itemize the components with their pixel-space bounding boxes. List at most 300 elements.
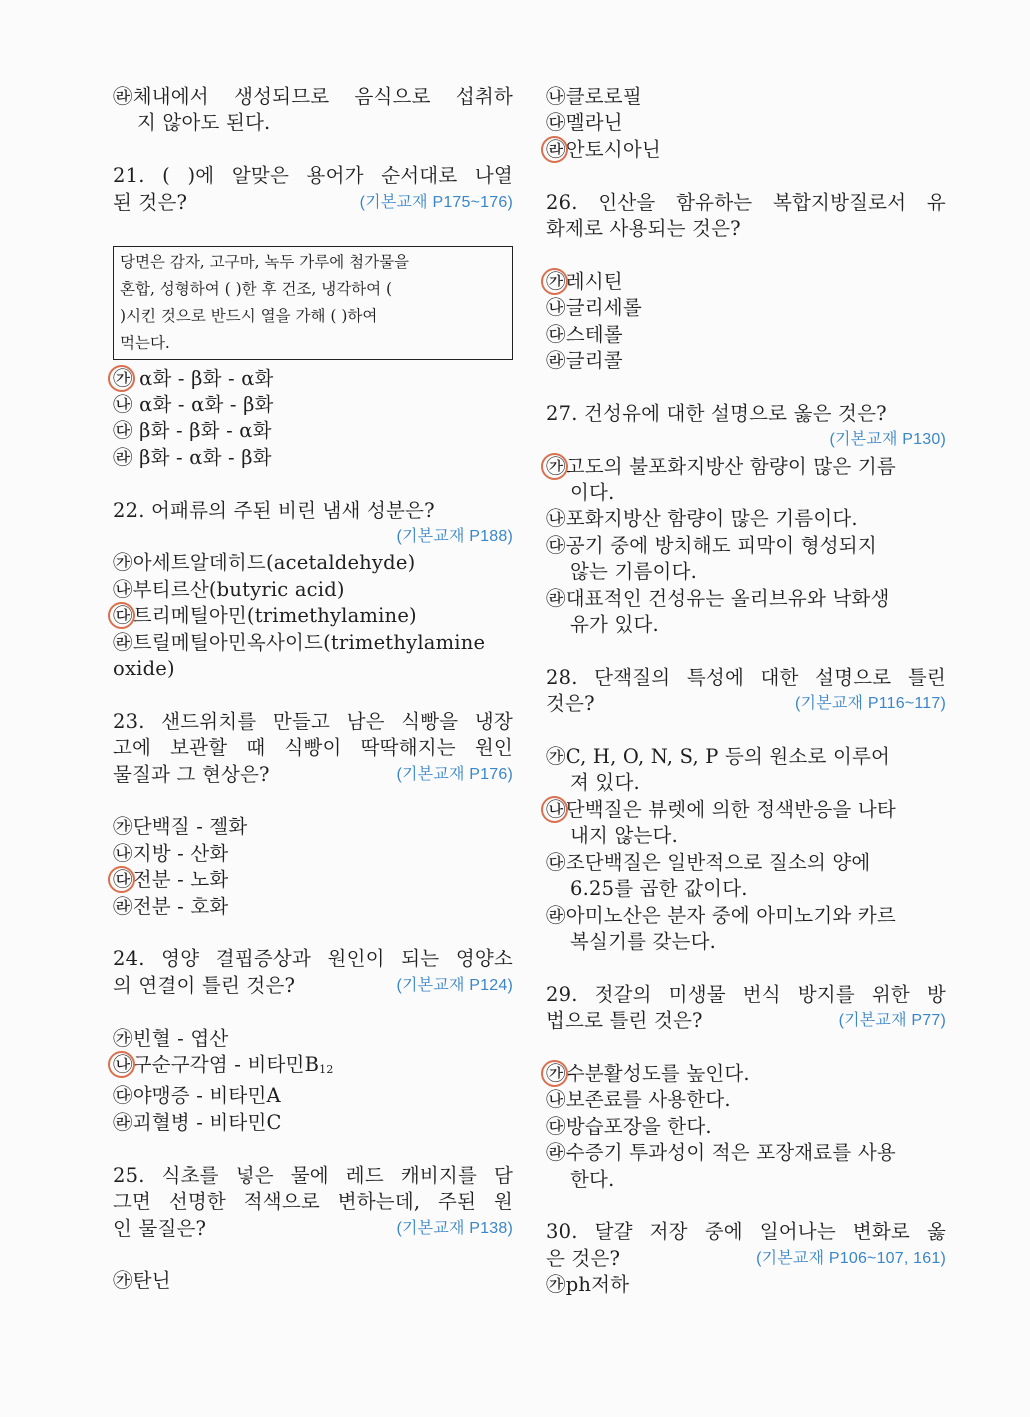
answer-option: [546, 137, 946, 163]
option-text: 수분활성도를 높인다.: [565, 1061, 750, 1085]
option-marker: ㉯: [546, 797, 566, 823]
word: 주된: [438, 1190, 477, 1214]
word: 번식: [742, 982, 781, 1006]
subscript: 12: [319, 1063, 334, 1077]
spacer: [113, 999, 513, 1025]
answer-option: [113, 418, 513, 444]
word: 식빵이: [284, 736, 342, 760]
option-marker: ㉮: [546, 1061, 566, 1087]
word: 원: [493, 1190, 513, 1214]
text-line: [113, 946, 513, 972]
option-text: 부티르산(butyric acid): [132, 577, 345, 601]
word: )에: [187, 164, 215, 188]
answer-option: [113, 894, 513, 920]
option-text: 클로로필: [565, 85, 642, 108]
option-text: α화 - α화 - β화: [132, 393, 274, 416]
answer-option: [546, 903, 946, 929]
word: 담: [493, 1163, 513, 1187]
text-line: [546, 1008, 946, 1034]
line-text: [546, 904, 896, 927]
word: 적색으로: [243, 1190, 320, 1214]
option-text: 수증기 투과성이 적은 포장재료를 사용: [565, 1141, 896, 1165]
line-text: [113, 842, 228, 865]
answer-option: [546, 295, 946, 321]
word: 보관할: [170, 736, 228, 760]
line-text: [546, 507, 858, 530]
line-text: [113, 190, 187, 216]
word: 일어나는: [759, 1220, 836, 1244]
line-text: [113, 973, 295, 999]
text-line: [546, 559, 946, 585]
option-text: 조단백질은 일반적으로 질소의 양에: [565, 850, 871, 874]
answer-option: [546, 348, 946, 374]
option-marker: ㉯: [113, 841, 133, 865]
line-text: [570, 824, 678, 847]
option-text: 지 않아도 된다.: [137, 111, 271, 135]
option-text: β화 - β화 - α화: [132, 419, 272, 443]
option-text: 아세트알데히드(acetaldehyde): [132, 551, 416, 575]
answer-option: [113, 366, 513, 392]
option-text: 져 있다.: [570, 771, 640, 795]
answer-circle-icon: [541, 268, 568, 295]
text-line: [113, 190, 513, 216]
word: 원인: [474, 736, 513, 760]
option-text: β화 - α화 - β화: [132, 445, 272, 469]
textbook-reference: (기본교재 P130): [829, 431, 946, 449]
line-text: [113, 895, 228, 918]
answer-option: [546, 110, 946, 136]
option-text: α화 - β화 - α화: [132, 366, 274, 390]
word: 21.: [113, 164, 145, 188]
answer-option: [546, 84, 946, 110]
word: 위한: [871, 982, 910, 1006]
line-text: [546, 798, 896, 821]
option-marker: ㉮: [546, 269, 566, 295]
word: 달걀: [594, 1220, 633, 1244]
word: 설명으로: [815, 665, 892, 689]
option-text: 스테롤: [565, 322, 623, 346]
line-text: [546, 138, 661, 161]
text-line: [546, 612, 946, 638]
line-text: [546, 1115, 712, 1138]
text-line: [113, 110, 513, 136]
option-marker: ㉱: [113, 445, 133, 469]
line-text: [113, 446, 272, 469]
answer-option: [546, 533, 946, 559]
line-text: [546, 587, 890, 610]
word: 음식으로: [354, 85, 431, 108]
option-text: 대표적인 건성유는 올리브유와 낙화생: [565, 586, 890, 610]
option-text: 공기 중에 방치해도 피막이 형성되지: [565, 533, 877, 557]
option-marker: ㉮: [113, 815, 133, 839]
line-text: [570, 877, 748, 900]
word: 캐비지를: [400, 1163, 477, 1187]
word: 식초를: [161, 1163, 219, 1187]
text-line: [113, 1163, 513, 1189]
line-text: [546, 1062, 750, 1085]
word: 레드: [345, 1163, 384, 1187]
text-line: [546, 929, 946, 955]
option-text: 전분 - 노화: [132, 868, 229, 892]
text-line: [546, 1219, 946, 1245]
word: 알맞은: [231, 164, 290, 188]
line-text: [546, 85, 642, 108]
option-text: ph저하: [565, 1273, 630, 1297]
line-text: [570, 613, 659, 636]
text-line: [546, 190, 946, 216]
answer-circle-icon: [108, 365, 135, 392]
word: 고에: [113, 736, 152, 760]
spacer: [113, 471, 513, 497]
box-line: 당면은 감자, 고구마, 녹두 가루에 첨가물을: [120, 253, 410, 272]
option-marker: ㉯: [113, 577, 133, 601]
word: 26.: [546, 190, 578, 214]
word: 30.: [546, 1220, 578, 1244]
word: 방: [926, 982, 946, 1006]
word: 영양소: [455, 947, 513, 971]
word: 방지를: [797, 982, 855, 1006]
text-line: [546, 665, 946, 691]
line-text: [113, 604, 417, 627]
word: 24.: [113, 947, 145, 971]
text-line: [113, 762, 513, 788]
answer-option: [113, 445, 513, 471]
text-line: [113, 498, 513, 524]
word: 선명한: [168, 1190, 226, 1214]
option-text: 6.25를 곱한 값이다.: [570, 877, 748, 901]
word: 남은: [346, 709, 385, 733]
word: 25.: [113, 1163, 145, 1187]
option-marker: ㉰: [113, 419, 133, 443]
line-text: [546, 296, 642, 319]
question-box: [113, 246, 513, 359]
word: 딱딱해지는: [360, 736, 456, 760]
text-line: [546, 480, 946, 506]
textbook-reference: (기본교재 P188): [396, 528, 513, 546]
word: 인산을: [598, 190, 656, 214]
text-line: [546, 770, 946, 796]
answer-option: [113, 1110, 513, 1136]
word: 단잭질의: [594, 665, 671, 689]
line-text: [546, 1246, 620, 1272]
spacer: [113, 1136, 513, 1162]
word: 식빵을: [401, 709, 459, 733]
option-marker: ㉱: [546, 1141, 566, 1165]
line-text: [546, 270, 623, 293]
answer-option: [546, 744, 946, 770]
option-text: 고도의 불포화지방산 함량이 많은 기름: [565, 454, 896, 478]
option-text: 글리콜: [565, 349, 623, 373]
word: 틀린: [907, 665, 946, 689]
line-text: [113, 1027, 228, 1050]
text-line: [546, 401, 946, 427]
word: 생성되므로: [234, 85, 330, 108]
line-text: [546, 217, 741, 240]
option-text: 않는 기름이다.: [570, 560, 698, 584]
text-line: [546, 823, 946, 849]
answer-circle-icon: [108, 866, 135, 893]
option-text: 구순구각염 - 비타민B: [132, 1053, 320, 1077]
line-text: [113, 762, 270, 788]
option-text: 빈혈 - 엽산: [132, 1026, 229, 1050]
line-text: [113, 1269, 171, 1292]
answer-circle-icon: [108, 602, 135, 629]
option-text: 27. 건성유에 대한 설명으로 옳은 것은?: [546, 401, 887, 425]
answer-circle-icon: [541, 453, 568, 480]
option-text: 아미노산은 분자 중에 아미노기와 카르: [565, 903, 896, 927]
spacer: [113, 920, 513, 946]
word: 영양: [161, 947, 200, 971]
answer-option: [113, 577, 513, 603]
option-text: oxide): [113, 657, 175, 681]
line-text: [546, 1141, 896, 1164]
line-text: [113, 815, 247, 838]
option-text: 물질과 그 현상은?: [113, 762, 270, 786]
spacer: [546, 1193, 946, 1219]
option-marker: ㉮: [546, 745, 566, 769]
option-text: 레시틴: [565, 269, 623, 293]
box-line: )시킨 것으로 반드시 열을 가해 ( )하여: [120, 307, 378, 325]
option-marker: ㉱: [113, 630, 133, 654]
option-marker: ㉮: [113, 1026, 133, 1050]
word: 유: [926, 190, 946, 214]
answer-option: [546, 322, 946, 348]
answer-option: [546, 586, 946, 612]
word: 섭취하: [455, 85, 513, 108]
text-line: [113, 735, 513, 761]
line-text: [546, 1008, 703, 1034]
option-marker: ㉯: [546, 296, 566, 320]
text-line: [546, 1167, 946, 1193]
spacer: [546, 955, 946, 981]
spacer: [546, 718, 946, 744]
line-text: [546, 851, 870, 874]
option-text: 괴혈병 - 비타민C: [132, 1110, 282, 1134]
spacer: [546, 163, 946, 189]
text-line: [113, 1216, 513, 1242]
line-text: [113, 578, 345, 601]
line-text: [570, 771, 640, 794]
left-column: [113, 84, 513, 1295]
option-marker: ㉱: [546, 349, 566, 373]
word: 중에: [704, 1220, 743, 1244]
word: 만들고: [272, 709, 331, 733]
spacer: [113, 682, 513, 708]
spacer: [113, 216, 513, 242]
option-text: 전분 - 호화: [132, 894, 229, 918]
word: 특성에: [686, 665, 744, 689]
line-text: [113, 631, 485, 654]
option-marker: ㉯: [546, 1088, 566, 1112]
text-line: [546, 1246, 946, 1272]
word: 냉장: [474, 709, 513, 733]
option-text: 내지 않는다.: [570, 824, 678, 848]
text-line: [113, 163, 513, 189]
answer-option: [113, 841, 513, 867]
option-marker: ㉮: [546, 1273, 566, 1297]
option-text: 인 물질은?: [113, 1216, 207, 1240]
word: 넣은: [235, 1163, 274, 1187]
line-text: [546, 534, 877, 557]
line-text: [546, 455, 896, 478]
word: 변하는데,: [337, 1190, 421, 1214]
word: 옳: [926, 1220, 946, 1244]
option-text: 단백질 - 젤화: [132, 815, 248, 839]
line-text: [570, 481, 614, 504]
option-marker: ㉱: [113, 1110, 133, 1134]
option-marker: ㉰: [546, 1114, 566, 1138]
line-text: [546, 323, 623, 346]
answer-option: [546, 506, 946, 532]
option-marker: ㉰: [546, 533, 566, 557]
option-text: 법으로 틀린 것은?: [546, 1009, 703, 1033]
line-text: [113, 1084, 281, 1107]
answer-option: [546, 454, 946, 480]
option-text: 포화지방산 함량이 많은 기름이다.: [565, 507, 858, 531]
text-line: [546, 691, 946, 717]
option-marker: ㉯: [546, 507, 566, 531]
answer-option: [113, 550, 513, 576]
option-marker: ㉱: [113, 894, 133, 918]
word: 때: [246, 736, 266, 760]
box-line: 먹는다.: [120, 333, 170, 352]
word: 대한: [760, 665, 799, 689]
word: ㉱체내에서: [113, 85, 209, 108]
line-text: [113, 868, 228, 891]
option-text: 유가 있다.: [570, 613, 659, 637]
text-line: [113, 84, 513, 110]
textbook-reference: (기본교재 P175~176): [359, 193, 513, 211]
option-marker: ㉯: [113, 393, 133, 416]
option-marker: ㉯: [113, 1052, 133, 1078]
word: 결핍증상과: [215, 947, 311, 971]
textbook-reference: (기본교재 P116~117): [795, 695, 946, 713]
spacer: [113, 137, 513, 163]
option-text: 것은?: [546, 692, 595, 716]
line-text: [546, 1273, 629, 1296]
answer-option: [113, 1268, 513, 1294]
word: 함유하는: [676, 190, 753, 214]
answer-circle-icon: [541, 136, 568, 163]
word: 샌드위치를: [161, 709, 257, 733]
answer-option: [113, 814, 513, 840]
line-text: [113, 393, 274, 416]
option-marker: ㉱: [546, 586, 566, 610]
word: 그면: [113, 1190, 152, 1214]
textbook-reference: (기본교재 P124): [396, 976, 513, 994]
option-marker: ㉮: [546, 454, 566, 480]
answer-option: [546, 1140, 946, 1166]
option-text: 22. 어패류의 주된 비린 냄새 성분은?: [113, 498, 435, 522]
line-text: [113, 1053, 334, 1076]
answer-circle-icon: [108, 1051, 135, 1078]
textbook-reference: (기본교재 P138): [396, 1219, 513, 1237]
text-line: [546, 876, 946, 902]
reference-line: [113, 524, 513, 550]
line-text: [113, 499, 435, 522]
spacer: [113, 1242, 513, 1268]
option-text: C, H, O, N, S, P 등의 원소로 이루어: [565, 745, 891, 769]
line-text: [546, 111, 623, 134]
line-text: [113, 657, 175, 680]
box-line: 혼합, 성형하여 ( )한 후 건조, 냉각하여 (: [120, 280, 393, 299]
option-marker: ㉰: [113, 603, 133, 629]
answer-option: [546, 1114, 946, 1140]
option-marker: ㉮: [113, 1269, 133, 1293]
option-text: 복실기를 갖는다.: [570, 929, 717, 953]
line-text: [570, 1168, 614, 1191]
spacer: [546, 638, 946, 664]
line-text: [137, 111, 270, 134]
spacer: [546, 1035, 946, 1061]
word: 저장: [649, 1220, 688, 1244]
text-line: [113, 656, 513, 682]
answer-circle-icon: [541, 796, 568, 823]
line-text: [570, 560, 697, 583]
option-marker: ㉯: [546, 85, 566, 108]
option-text: 단백질은 뷰렛에 의한 정색반응을 나타: [565, 797, 896, 821]
text-line: [546, 982, 946, 1008]
option-marker: ㉰: [546, 111, 566, 135]
word: 28.: [546, 665, 578, 689]
option-marker: ㉮: [113, 551, 133, 575]
word: 29.: [546, 982, 578, 1006]
option-marker: ㉰: [546, 322, 566, 346]
answer-option: [113, 867, 513, 893]
answer-option: [113, 630, 513, 656]
line-text: [113, 367, 274, 390]
option-marker: ㉰: [113, 867, 133, 893]
answer-option: [113, 1083, 513, 1109]
answer-option: [546, 1087, 946, 1113]
line-text: [113, 419, 272, 442]
option-text: 은 것은?: [546, 1246, 621, 1270]
option-text: 한다.: [570, 1167, 615, 1191]
option-text: 의 연결이 틀린 것은?: [113, 973, 296, 997]
option-text: 트릴메틸아민옥사이드(trimethylamine: [132, 630, 486, 654]
answer-option: [546, 850, 946, 876]
word: 물에: [290, 1163, 329, 1187]
word: 나열: [474, 164, 513, 188]
text-line: [546, 216, 946, 242]
line-text: [113, 1111, 282, 1134]
line-text: [546, 1088, 731, 1111]
reference-line: [546, 427, 946, 453]
answer-option: [113, 1052, 513, 1083]
option-marker: ㉰: [546, 850, 566, 874]
line-text: [546, 402, 887, 425]
option-marker: ㉱: [546, 903, 566, 927]
line-text: [113, 551, 415, 574]
word: (: [162, 164, 170, 188]
spacer: [546, 242, 946, 268]
word: 변화로: [852, 1220, 910, 1244]
line-text: [546, 691, 595, 717]
option-marker: ㉱: [546, 137, 566, 163]
option-text: 지방 - 산화: [132, 841, 229, 865]
word: 순서대로: [381, 164, 458, 188]
textbook-reference: (기본교재 P106~107, 161): [756, 1249, 946, 1267]
option-text: 화제로 사용되는 것은?: [546, 217, 741, 241]
spacer: [113, 788, 513, 814]
text-line: [113, 973, 513, 999]
answer-option: [546, 269, 946, 295]
option-text: 보존료를 사용한다.: [565, 1088, 731, 1112]
option-text: 트리메틸아민(trimethylamine): [132, 604, 417, 628]
option-text: 안토시아닌: [565, 137, 661, 161]
line-text: [113, 1216, 206, 1242]
option-text: 야맹증 - 비타민A: [132, 1084, 281, 1108]
